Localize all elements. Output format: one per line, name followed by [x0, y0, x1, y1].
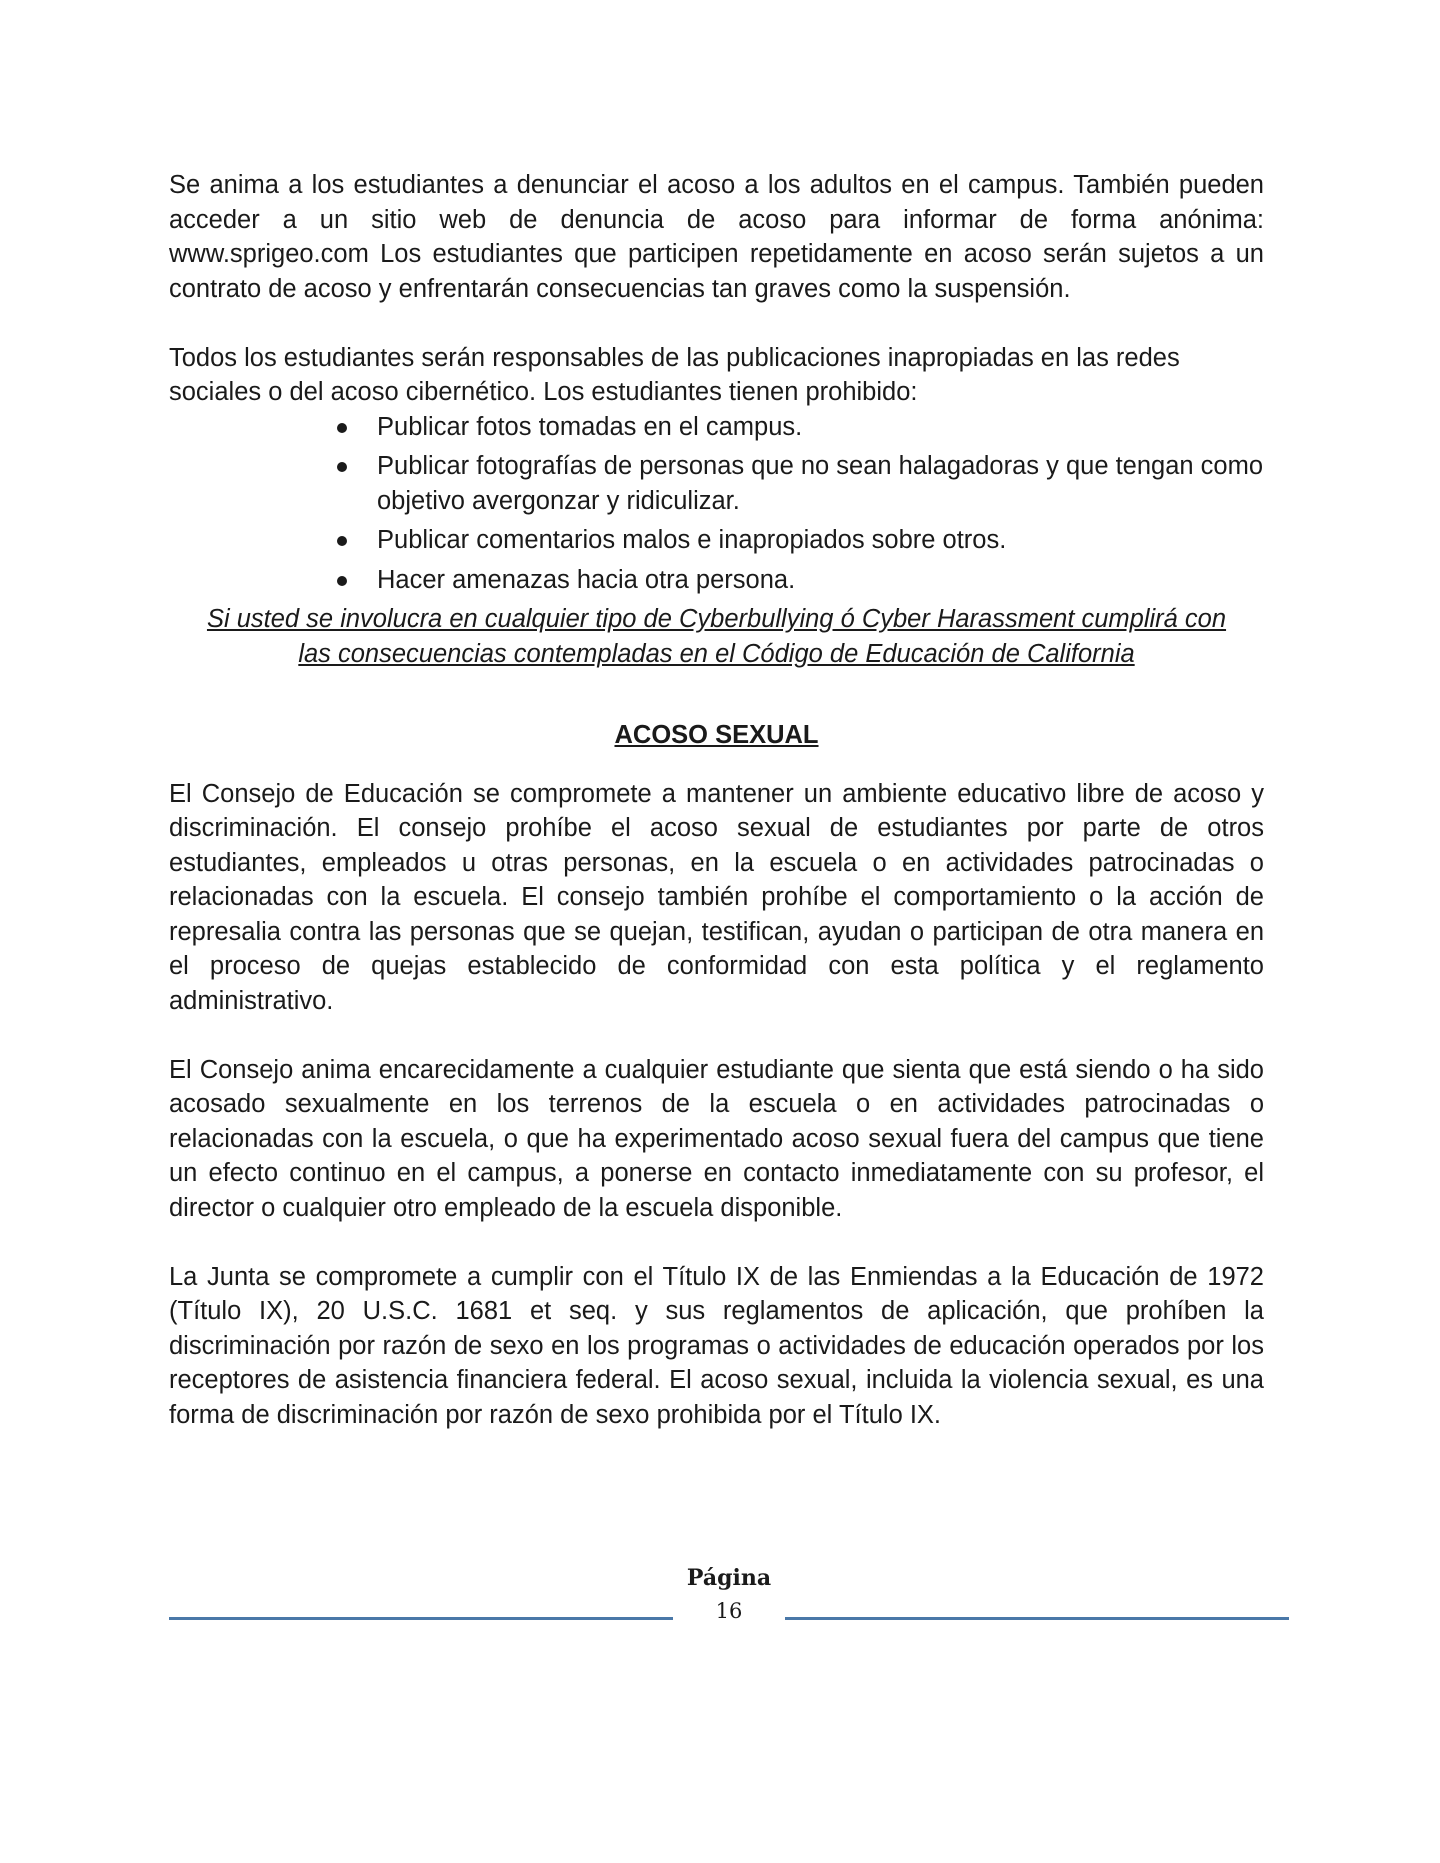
page-content: [169, 168, 1264, 1432]
list-item: [337, 410, 1264, 445]
bullet-icon: [337, 423, 347, 433]
list-item: [337, 523, 1264, 558]
bullet-icon: [337, 536, 347, 546]
footer-rule-right: [785, 1617, 1289, 1620]
page-label: Página: [686, 1565, 772, 1591]
list-item-text: Publicar fotos tomadas en el campus.: [377, 412, 803, 441]
paragraph-title-ix: La Junta se compromete a cumplir con el Título IX de las Enmiendas a la Educación de 1972 (Título IX), 20 U.S.C. 1681 et seq. y sus reglamentos de aplicación, que prohíben la discriminación por razón de sexo en los programas o actividades de educación operados por los receptores de asistencia financiera federal. El acoso sexual, incluida la violencia sexual, es una forma de discriminación por razón de sexo prohibida por el Título IX.: [169, 1262, 1264, 1429]
page-footer: [169, 1565, 1289, 1635]
paragraph-student-encouragement: El Consejo anima encarecidamente a cualquier estudiante que sienta que está siendo o ha sido acosado sexualmente en los terrenos de la escuela o en actividades patrocinadas o relacionadas con la escuela, o que ha experimentado acoso sexual fuera del campus que tiene un efecto continuo en el campus, a ponerse en contacto inmediatamente con su profesor, el director o cualquier otro empleado de la escuela disponible.: [169, 1055, 1264, 1222]
section-heading: ACOSO SEXUAL: [614, 721, 819, 749]
paragraph-social-media: Todos los estudiantes serán responsables de las publicaciones inapropiadas en las redes sociales o del acoso cibernético. Los estudiantes tienen prohibido:: [169, 343, 1180, 406]
cyberbullying-warning: Si usted se involucra en cualquier tipo de Cyberbullying ó Cyber Harassment cumplirá con las consecuencias contempladas en el Código de Educación de California: [206, 605, 1227, 668]
paragraph-board-commitment: El Consejo de Educación se compromete a mantener un ambiente educativo libre de acoso y discriminación. El consejo prohíbe el acoso sexual de estudiantes por parte de otros estudiantes, empleados u otras personas, en la escuela o en actividades patrocinadas o relacionadas con la escuela. El consejo también prohíbe el comportamiento o la acción de represalia contra las personas que se quejan, testifican, ayudan o participan de otra manera en el proceso de quejas establecido de conformidad con esta política y el reglamento administrativo.: [169, 779, 1264, 1015]
bullet-icon: [337, 462, 347, 472]
list-item: [337, 449, 1264, 518]
list-item-text: Publicar comentarios malos e inapropiados sobre otros.: [377, 526, 1007, 554]
list-item-text: Hacer amenazas hacia otra persona.: [377, 565, 796, 594]
paragraph-report-bullying: Se anima a los estudiantes a denunciar el acoso a los adultos en el campus. También pueden acceder a un sitio web de denuncia de acoso para informar de forma anónima: www.sprigeo.com Los estudiantes que participen repetidamente en acoso serán sujetos a un contrato de acoso y enfrentarán consecuencias tan graves como la suspensión.: [169, 171, 1264, 303]
list-item: [337, 563, 1264, 598]
bullet-icon: [337, 576, 347, 586]
page-number: 16: [715, 1599, 743, 1623]
list-item-text: Publicar fotografías de personas que no sean halagadoras y que tengan como objetivo avergonzar y ridiculizar.: [377, 452, 1264, 515]
prohibited-list: [169, 410, 1264, 598]
